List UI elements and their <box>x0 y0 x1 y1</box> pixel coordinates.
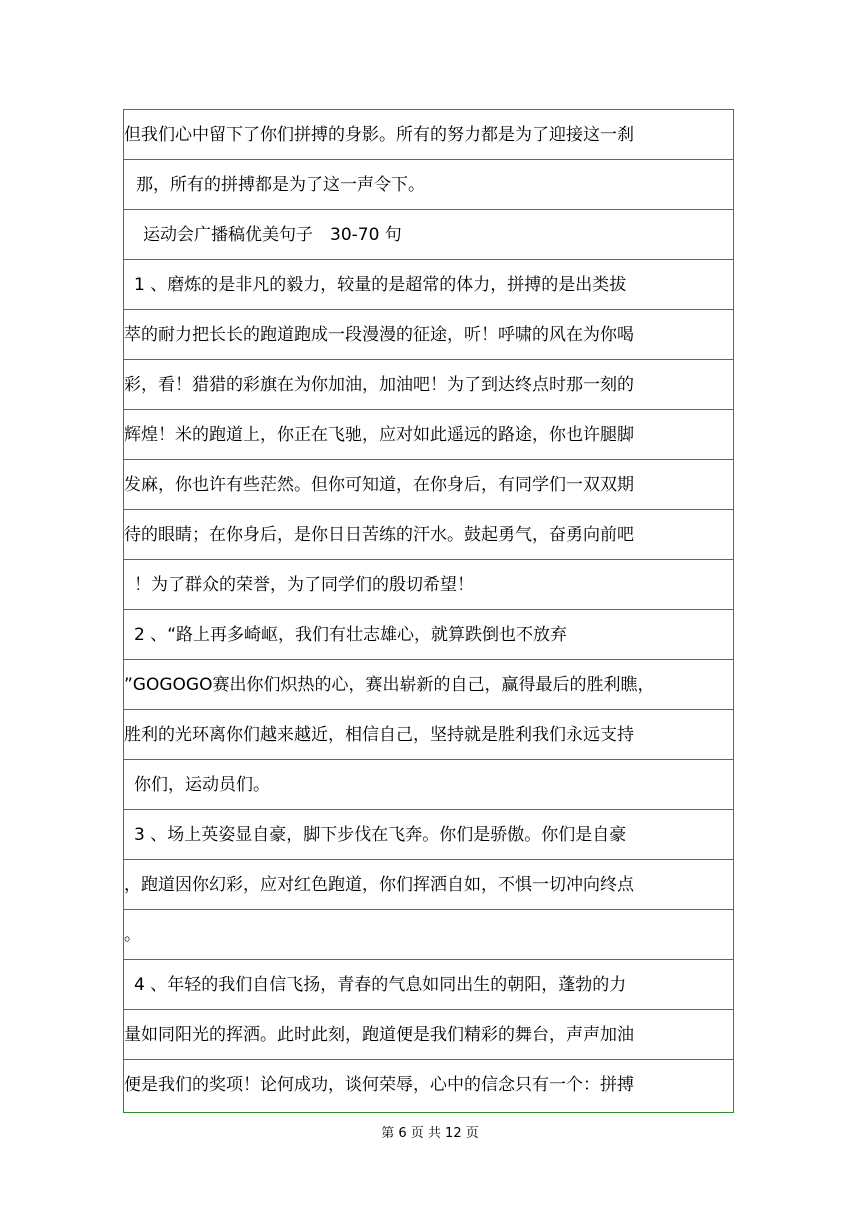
text-line <box>124 510 733 560</box>
line-text: 那，所有的拼搏都是为了这一声令下。 <box>136 175 425 195</box>
text-line <box>124 110 733 160</box>
text-line <box>124 610 733 660</box>
text-line <box>124 460 733 510</box>
line-text: 。 <box>124 925 141 945</box>
text-line <box>124 1010 733 1060</box>
page-number-footer: 第 6 页 共 12 页 <box>381 1126 479 1141</box>
text-line <box>124 960 733 1010</box>
text-line <box>124 760 733 810</box>
line-text: 便是我们的奖项！论何成功，谈何荣辱，心中的信念只有一个：拼搏 <box>124 1075 634 1095</box>
line-text: ，跑道因你幻彩，应对红色跑道，你们挥洒自如，不惧一切冲向终点 <box>124 875 634 895</box>
line-text: 辉煌！米的跑道上，你正在飞驰，应对如此遥远的路途，你也许腿脚 <box>124 425 634 445</box>
text-line <box>124 260 733 310</box>
text-line <box>124 560 733 610</box>
document-text-table <box>123 109 734 1113</box>
line-text: 4 、年轻的我们自信飞扬，青春的气息如同出生的朝阳，蓬勃的力 <box>134 975 627 995</box>
text-line <box>124 860 733 910</box>
line-text: 3 、场上英姿显自豪，脚下步伐在飞奔。你们是骄傲。你们是自豪 <box>134 825 627 845</box>
line-text: 胜利的光环离你们越来越近，相信自己，坚持就是胜利我们永远支持 <box>124 725 634 745</box>
text-line <box>124 710 733 760</box>
line-text: 量如同阳光的挥洒。此时此刻，跑道便是我们精彩的舞台，声声加油 <box>124 1025 634 1045</box>
line-text: 但我们心中留下了你们拼搏的身影。所有的努力都是为了迎接这一刹 <box>124 125 634 145</box>
section-heading <box>124 210 733 260</box>
text-line <box>124 360 733 410</box>
line-text: 发麻，你也许有些茫然。但你可知道，在你身后，有同学们一双双期 <box>124 475 634 495</box>
text-line <box>124 310 733 360</box>
line-text: 1 、磨炼的是非凡的毅力，较量的是超常的体力，拼搏的是出类拔 <box>134 275 627 295</box>
text-line <box>124 1060 733 1110</box>
text-line <box>124 910 733 960</box>
text-line <box>124 660 733 710</box>
text-line <box>124 810 733 860</box>
line-text: 萃的耐力把长长的跑道跑成一段漫漫的征途，听！呼啸的风在为你喝 <box>124 325 634 345</box>
line-text: ”GOGOGO赛出你们炽热的心，赛出崭新的自己，赢得最后的胜利瞧， <box>124 675 655 695</box>
line-text: 你们，运动员们。 <box>134 775 270 795</box>
line-text: 待的眼睛；在你身后，是你日日苦练的汗水。鼓起勇气，奋勇向前吧 <box>124 525 634 545</box>
line-text: 彩，看！猎猎的彩旗在为你加油，加油吧！为了到达终点时那一刻的 <box>124 375 634 395</box>
line-text: ！为了群众的荣誉，为了同学们的殷切希望！ <box>134 575 474 595</box>
line-text: 2 、“路上再多崎岖，我们有壮志雄心，就算跌倒也不放弃 <box>134 625 568 645</box>
text-line <box>124 410 733 460</box>
heading-text: 运动会广播稿优美句子 30-70 句 <box>143 225 402 245</box>
text-line <box>124 160 733 210</box>
